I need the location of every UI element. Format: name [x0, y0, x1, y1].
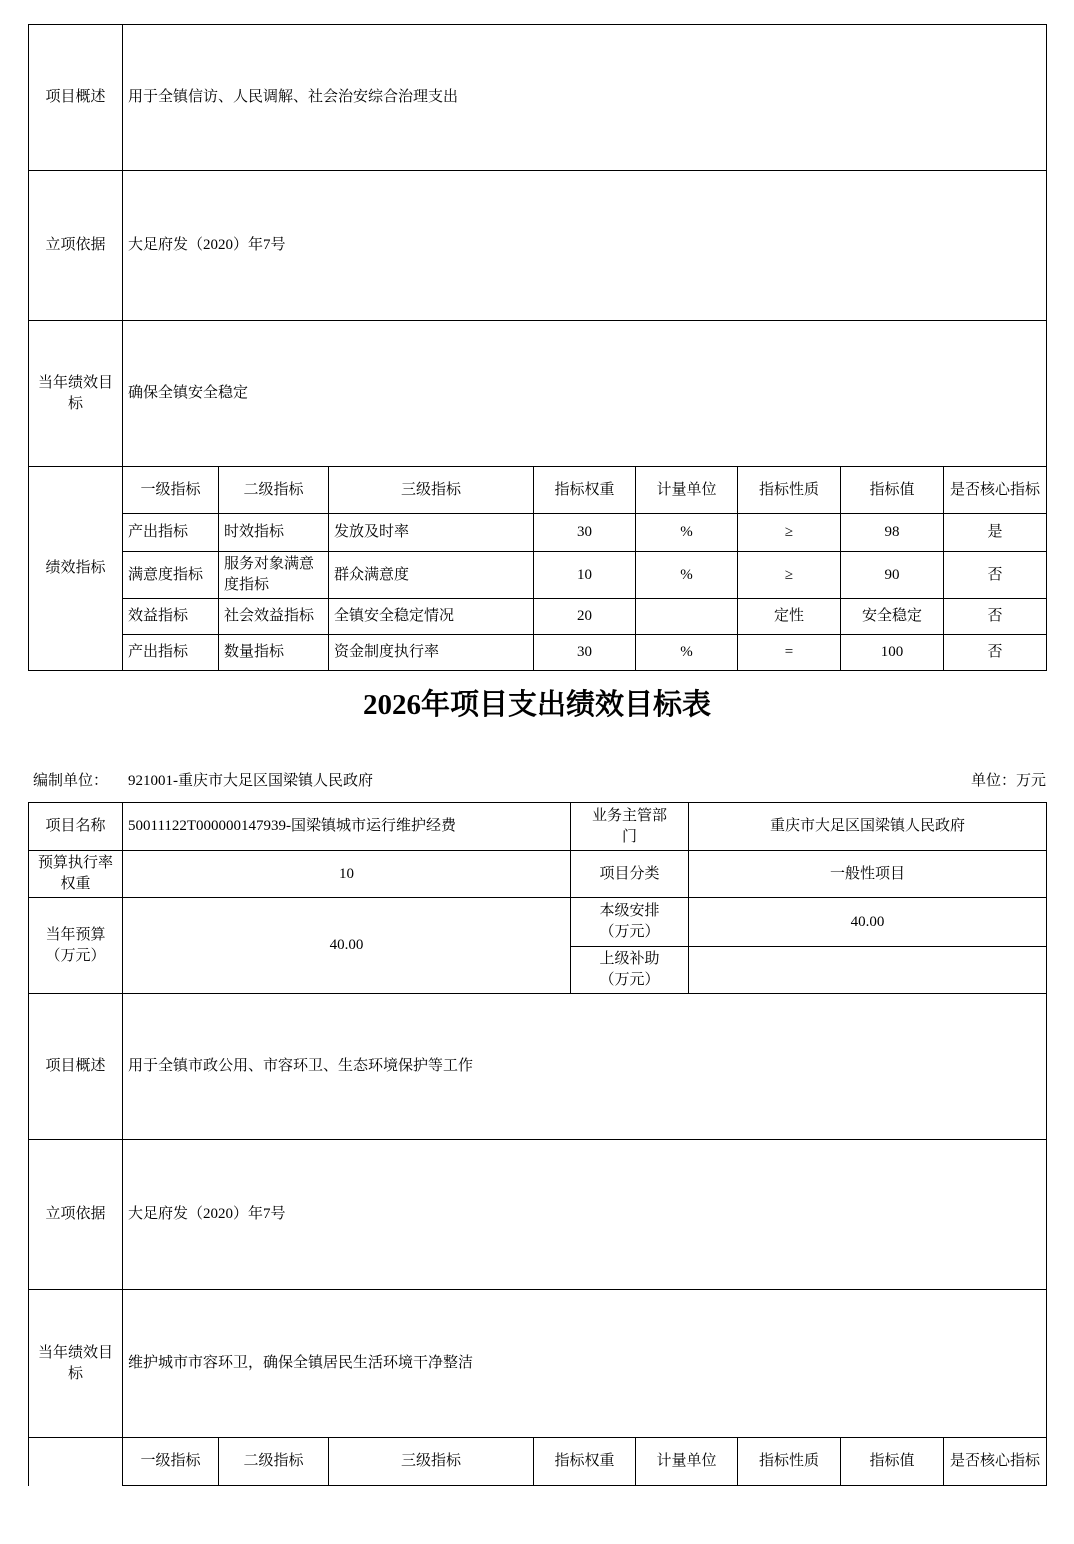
exec-rate-weight-label: 预算执行率权重 — [29, 851, 123, 898]
col-header-nature: 指标性质 — [738, 467, 841, 514]
project-class-value: 一般性项目 — [689, 851, 1047, 898]
cell-unit: % — [636, 635, 738, 671]
table-row — [29, 994, 1047, 1140]
approval-basis-label: 立项依据 — [29, 171, 123, 321]
approval-basis-value: 大足府发（2020）年7号 — [123, 1140, 1047, 1290]
indicator-header-row — [29, 467, 1047, 514]
cell-weight: 30 — [534, 635, 636, 671]
indicator-row — [29, 599, 1047, 635]
table-row — [29, 171, 1047, 321]
col-header-core: 是否核心指标 — [944, 467, 1047, 514]
cell-level1: 效益指标 — [123, 599, 219, 635]
cell-core: 否 — [944, 635, 1047, 671]
col-header-nature: 指标性质 — [738, 1438, 841, 1486]
cell-level1: 产出指标 — [123, 635, 219, 671]
performance-table-2-indicators — [28, 1437, 1047, 1486]
col-header-unit: 计量单位 — [636, 1438, 738, 1486]
cell-value: 安全稳定 — [841, 599, 944, 635]
cell-level2: 社会效益指标 — [219, 599, 329, 635]
meta-line — [28, 771, 1046, 792]
dept-label: 业务主管部门 — [571, 803, 689, 851]
annual-budget-value: 40.00 — [123, 898, 571, 994]
project-overview-value: 用于全镇信访、人民调解、社会治安综合治理支出 — [123, 25, 1047, 171]
cell-unit: % — [636, 552, 738, 599]
col-header-unit: 计量单位 — [636, 467, 738, 514]
document-sheet — [28, 24, 1046, 1486]
table-row — [29, 321, 1047, 467]
cell-core: 是 — [944, 514, 1047, 552]
indicator-row — [29, 514, 1047, 552]
col-header-level3: 三级指标 — [329, 467, 534, 514]
cell-level1: 产出指标 — [123, 514, 219, 552]
indicator-row — [29, 635, 1047, 671]
table-row — [29, 898, 1047, 947]
approval-basis-value: 大足府发（2020）年7号 — [123, 171, 1047, 321]
performance-indicators-label-empty — [29, 1438, 123, 1486]
dept-value: 重庆市大足区国梁镇人民政府 — [689, 803, 1047, 851]
project-name-label: 项目名称 — [29, 803, 123, 851]
col-header-weight: 指标权重 — [534, 1438, 636, 1486]
table-row — [29, 1140, 1047, 1290]
cell-level3: 发放及时率 — [329, 514, 534, 552]
exec-rate-weight-value: 10 — [123, 851, 571, 898]
approval-basis-label: 立项依据 — [29, 1140, 123, 1290]
compiling-unit-label: 编制单位： — [33, 773, 109, 789]
project-overview-label: 项目概述 — [29, 25, 123, 171]
cell-level3: 全镇安全稳定情况 — [329, 599, 534, 635]
cell-unit: % — [636, 514, 738, 552]
col-header-level2: 二级指标 — [219, 1438, 329, 1486]
col-header-level2: 二级指标 — [219, 467, 329, 514]
table-row — [29, 25, 1047, 171]
performance-table-1 — [28, 24, 1047, 671]
cell-core: 否 — [944, 599, 1047, 635]
cell-level1: 满意度指标 — [123, 552, 219, 599]
annual-goal-value: 维护城市市容环卫，确保全镇居民生活环境干净整洁 — [123, 1290, 1047, 1438]
annual-goal-label: 当年绩效目标 — [29, 1290, 123, 1438]
col-header-level3: 三级指标 — [329, 1438, 534, 1486]
indicator-header-row — [29, 1438, 1047, 1486]
cell-nature: ≥ — [738, 552, 841, 599]
cell-nature: 定性 — [738, 599, 841, 635]
cell-value: 98 — [841, 514, 944, 552]
project-overview-value: 用于全镇市政公用、市容环卫、生态环境保护等工作 — [123, 994, 1047, 1140]
cell-nature: ≥ — [738, 514, 841, 552]
cell-weight: 20 — [534, 599, 636, 635]
cell-level2: 数量指标 — [219, 635, 329, 671]
cell-weight: 30 — [534, 514, 636, 552]
page-title: 2026年项目支出绩效目标表 — [362, 689, 711, 721]
unit-note: 单位：万元 — [970, 773, 1046, 789]
annual-budget-label: 当年预算（万元） — [29, 898, 123, 994]
project-overview-label: 项目概述 — [29, 994, 123, 1140]
col-header-level1: 一级指标 — [123, 1438, 219, 1486]
cell-nature: = — [738, 635, 841, 671]
project-name-value: 50011122T000000147939-国梁镇城市运行维护经费 — [123, 803, 571, 851]
cell-value: 90 — [841, 552, 944, 599]
col-header-level1: 一级指标 — [123, 467, 219, 514]
table-row — [29, 803, 1047, 851]
local-arrangement-label: 本级安排（万元） — [571, 898, 689, 947]
cell-level2: 服务对象满意度指标 — [219, 552, 329, 599]
cell-level2: 时效指标 — [219, 514, 329, 552]
performance-table-2 — [28, 802, 1047, 1438]
annual-goal-label: 当年绩效目标 — [29, 321, 123, 467]
cell-core: 否 — [944, 552, 1047, 599]
annual-goal-value: 确保全镇安全稳定 — [123, 321, 1047, 467]
cell-value: 100 — [841, 635, 944, 671]
cell-weight: 10 — [534, 552, 636, 599]
performance-indicators-label: 绩效指标 — [29, 467, 123, 671]
table-row — [29, 1290, 1047, 1438]
local-arrangement-value: 40.00 — [689, 898, 1047, 947]
col-header-value: 指标值 — [841, 1438, 944, 1486]
col-header-value: 指标值 — [841, 467, 944, 514]
cell-level3: 群众满意度 — [329, 552, 534, 599]
col-header-weight: 指标权重 — [534, 467, 636, 514]
compiling-unit-value: 921001-重庆市大足区国梁镇人民政府 — [128, 773, 374, 789]
col-header-core: 是否核心指标 — [944, 1438, 1047, 1486]
table-row — [29, 851, 1047, 898]
cell-level3: 资金制度执行率 — [329, 635, 534, 671]
indicator-row — [29, 552, 1047, 599]
upper-subsidy-label: 上级补助（万元） — [571, 947, 689, 994]
upper-subsidy-value — [689, 947, 1047, 994]
project-class-label: 项目分类 — [571, 851, 689, 898]
compiling-unit — [33, 771, 373, 792]
cell-unit — [636, 599, 738, 635]
